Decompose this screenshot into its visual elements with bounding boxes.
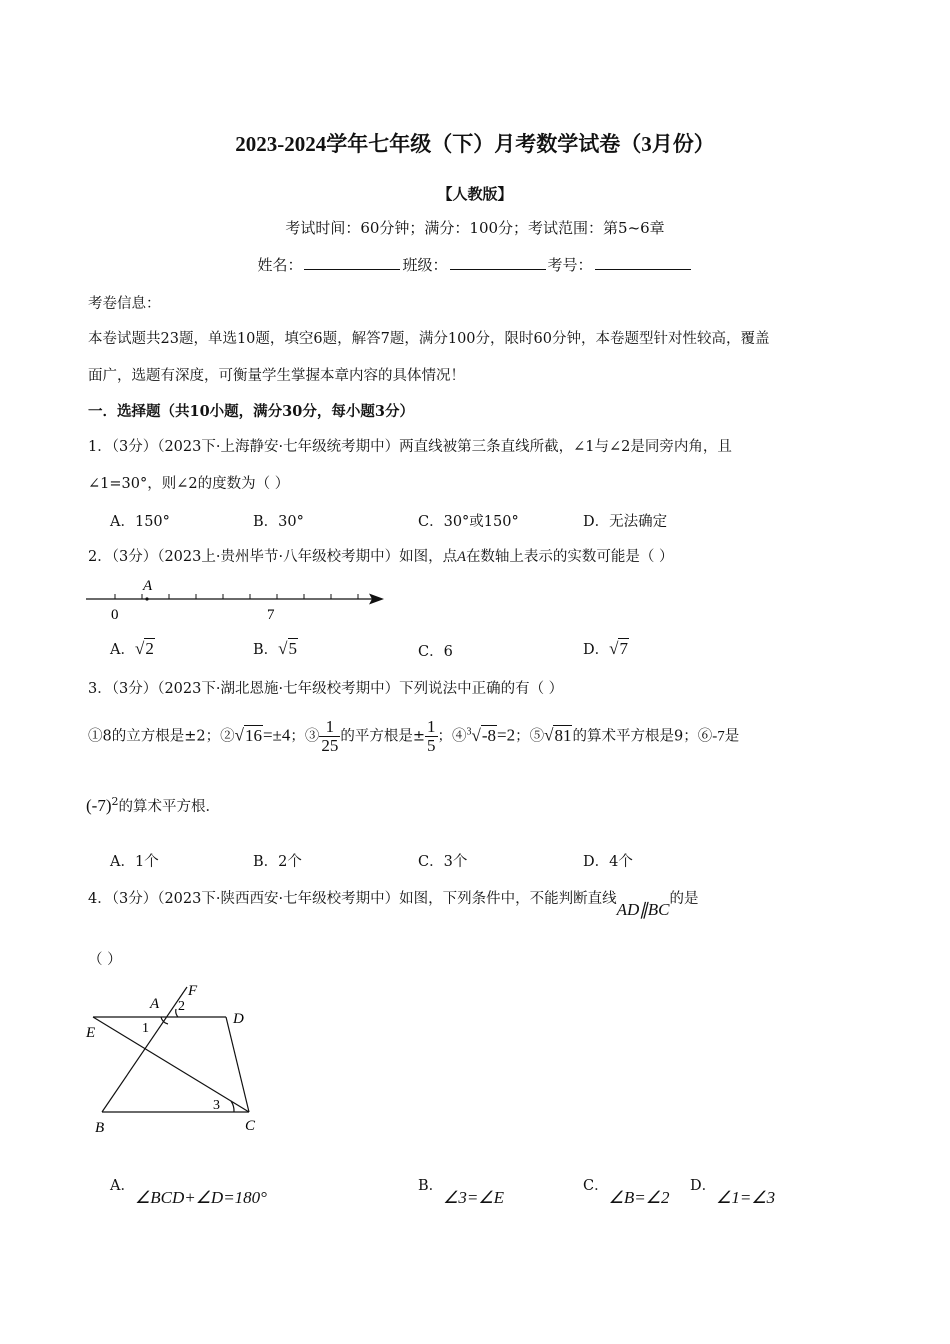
denominator: 5 bbox=[427, 736, 436, 756]
fraction-1-25 bbox=[319, 718, 340, 755]
point-a-label: A bbox=[143, 578, 153, 594]
student-info-row bbox=[0, 254, 950, 275]
q3-s2: ；③ bbox=[290, 728, 320, 745]
info-line-2: 面广，选题有深度，可衡量学生掌握本章内容的具体情况！ bbox=[88, 368, 465, 384]
axis-zero-label: 0 bbox=[111, 607, 119, 623]
option-value: 6 bbox=[443, 644, 453, 660]
q1-line-2: ∠1=30°，则∠2的度数为（ ） bbox=[88, 476, 290, 492]
q3-s2-text: 的平方根是± bbox=[340, 728, 426, 745]
q1-option-c[interactable]: C．30°或150° bbox=[418, 514, 519, 530]
q4-option-a[interactable] bbox=[110, 1174, 267, 1207]
label-c: C bbox=[245, 1118, 256, 1134]
section-heading: 一．选择题（共10小题，满分30分，每小题3分） bbox=[88, 403, 414, 420]
option-label: C． bbox=[583, 1178, 609, 1194]
neg-seven: -7 bbox=[712, 728, 725, 745]
label-b: B bbox=[95, 1120, 105, 1136]
radicand: -8 bbox=[481, 725, 497, 745]
denominator: 25 bbox=[321, 736, 339, 756]
option-label: D． bbox=[690, 1178, 717, 1194]
q4-line-2: （ ） bbox=[88, 952, 122, 968]
q4-option-b[interactable] bbox=[418, 1174, 504, 1207]
q4-text-end: 的是 bbox=[669, 891, 699, 907]
point-a-dot bbox=[145, 597, 148, 600]
q4-option-d[interactable] bbox=[690, 1174, 776, 1207]
info-line-1: 本卷试题共23题，单选10题，填空6题，解答7题，满分100分，限时60分钟，本卷题型针对性较高，覆盖 bbox=[88, 331, 770, 347]
label-d: D bbox=[233, 1011, 244, 1027]
option-label: D． bbox=[583, 642, 610, 658]
q3-s4-text: 的算术平方根是9；⑥ bbox=[572, 728, 713, 745]
q2-option-b[interactable] bbox=[253, 638, 298, 659]
q3-s1: ①8的立方根是±2；② bbox=[88, 728, 235, 745]
q3-s3-eq: =2 bbox=[497, 725, 516, 745]
q3-line-3-text: 的算术平方根． bbox=[118, 799, 220, 815]
q3-s4-end: 是 bbox=[724, 728, 740, 745]
option-label: C． bbox=[418, 644, 444, 660]
exam-meta: 考试时间：60分钟；满分：100分；考试范围：第5~6章 bbox=[285, 219, 665, 237]
option-label: B． bbox=[418, 1178, 444, 1194]
option-math: ∠B=∠2 bbox=[608, 1188, 670, 1207]
q3-s1-eq: =±4 bbox=[262, 725, 291, 745]
sqrt-81: √81 bbox=[544, 725, 572, 745]
q2-point-var: A bbox=[457, 549, 466, 565]
line-ec bbox=[93, 1017, 249, 1112]
number-line-figure bbox=[84, 575, 394, 627]
option-label: A． bbox=[110, 1178, 135, 1194]
q2-text-pre: 2．（3分）（2023上·贵州毕节·八年级校考期中）如图，点 bbox=[88, 549, 458, 565]
sqrt-expression: √7 bbox=[609, 639, 628, 658]
line-dc bbox=[226, 1017, 249, 1112]
sqrt-16: √16 bbox=[234, 725, 262, 745]
q2-option-c[interactable] bbox=[418, 640, 453, 661]
exponent: 2 bbox=[111, 795, 119, 809]
name-blank[interactable] bbox=[304, 255, 400, 270]
q3-option-b[interactable]: B．2个 bbox=[253, 854, 302, 870]
info-heading: 考卷信息： bbox=[88, 296, 161, 312]
q1-option-b[interactable]: B．30° bbox=[253, 514, 304, 530]
q3-line-3 bbox=[86, 795, 220, 816]
class-blank[interactable] bbox=[450, 255, 546, 270]
base-expression: (-7) bbox=[86, 796, 112, 815]
radicand: 16 bbox=[244, 725, 262, 745]
root-index: 3 bbox=[466, 726, 472, 737]
q4-option-c[interactable] bbox=[583, 1174, 670, 1207]
label-angle-1: 1 bbox=[142, 1021, 149, 1036]
q2-option-a[interactable] bbox=[110, 638, 155, 659]
radicand: 81 bbox=[554, 725, 572, 745]
option-math: ∠BCD+∠D=180° bbox=[134, 1188, 267, 1207]
q4-parallel-expr: AD∥BC bbox=[616, 900, 670, 919]
label-angle-3: 3 bbox=[213, 1098, 220, 1113]
fraction-1-5 bbox=[425, 718, 438, 755]
cube-root-neg8: $^3$√-8 bbox=[466, 725, 497, 745]
label-angle-2: 2 bbox=[178, 999, 185, 1014]
q3-line-1: 3．（3分）（2023下·湖北恩施·七年级校考期中）下列说法中正确的有（ ） bbox=[88, 681, 564, 697]
q3-option-c[interactable]: C．3个 bbox=[418, 854, 468, 870]
edition-label: 【人教版】 bbox=[437, 185, 513, 203]
q3-s3: ；④ bbox=[437, 728, 467, 745]
option-math: ∠3=∠E bbox=[443, 1188, 504, 1207]
line-bf bbox=[102, 987, 187, 1112]
class-label: 班级： bbox=[402, 256, 448, 274]
q3-statements bbox=[88, 712, 739, 757]
q3-s4: ；⑤ bbox=[515, 728, 545, 745]
exam-title: 2023-2024学年七年级（下）月考数学试卷（3月份） bbox=[235, 132, 715, 156]
id-label: 考号： bbox=[547, 256, 593, 274]
label-e: E bbox=[86, 1025, 96, 1041]
id-blank[interactable] bbox=[595, 255, 691, 270]
sqrt-expression: √2 bbox=[134, 639, 154, 658]
radicand: 5 bbox=[288, 639, 297, 658]
q3-option-d[interactable]: D．4个 bbox=[583, 854, 633, 870]
q2-text-post: 在数轴上表示的实数可能是（ ） bbox=[465, 549, 674, 565]
q2-line-1 bbox=[88, 545, 674, 566]
name-label: 姓名： bbox=[257, 256, 303, 274]
option-label: A． bbox=[110, 642, 135, 658]
option-math: ∠1=∠3 bbox=[716, 1188, 776, 1207]
q4-line-1 bbox=[88, 887, 699, 919]
numerator: 1 bbox=[319, 718, 340, 737]
sqrt-expression: √5 bbox=[278, 639, 297, 658]
radicand: 2 bbox=[145, 639, 154, 658]
option-label: B． bbox=[253, 642, 279, 658]
radicand: 7 bbox=[619, 639, 628, 658]
numerator: 1 bbox=[427, 717, 436, 737]
q3-option-a[interactable]: A．1个 bbox=[110, 854, 159, 870]
label-f: F bbox=[188, 983, 198, 999]
q4-text: 4．（3分）（2023下·陕西西安·七年级校考期中）如图，下列条件中，不能判断直线 bbox=[88, 891, 617, 907]
geometry-figure bbox=[80, 975, 280, 1140]
q1-option-a[interactable]: A．150° bbox=[110, 514, 170, 530]
q2-option-d[interactable] bbox=[583, 638, 629, 659]
q1-line-1: 1．（3分）（2023下·上海静安·七年级统考期中）两直线被第三条直线所截，∠1与∠2是同旁内角，且 bbox=[88, 439, 732, 455]
axis-seven-label: 7 bbox=[267, 607, 275, 623]
label-a: A bbox=[150, 996, 160, 1012]
q1-option-d[interactable]: D．无法确定 bbox=[583, 514, 668, 530]
